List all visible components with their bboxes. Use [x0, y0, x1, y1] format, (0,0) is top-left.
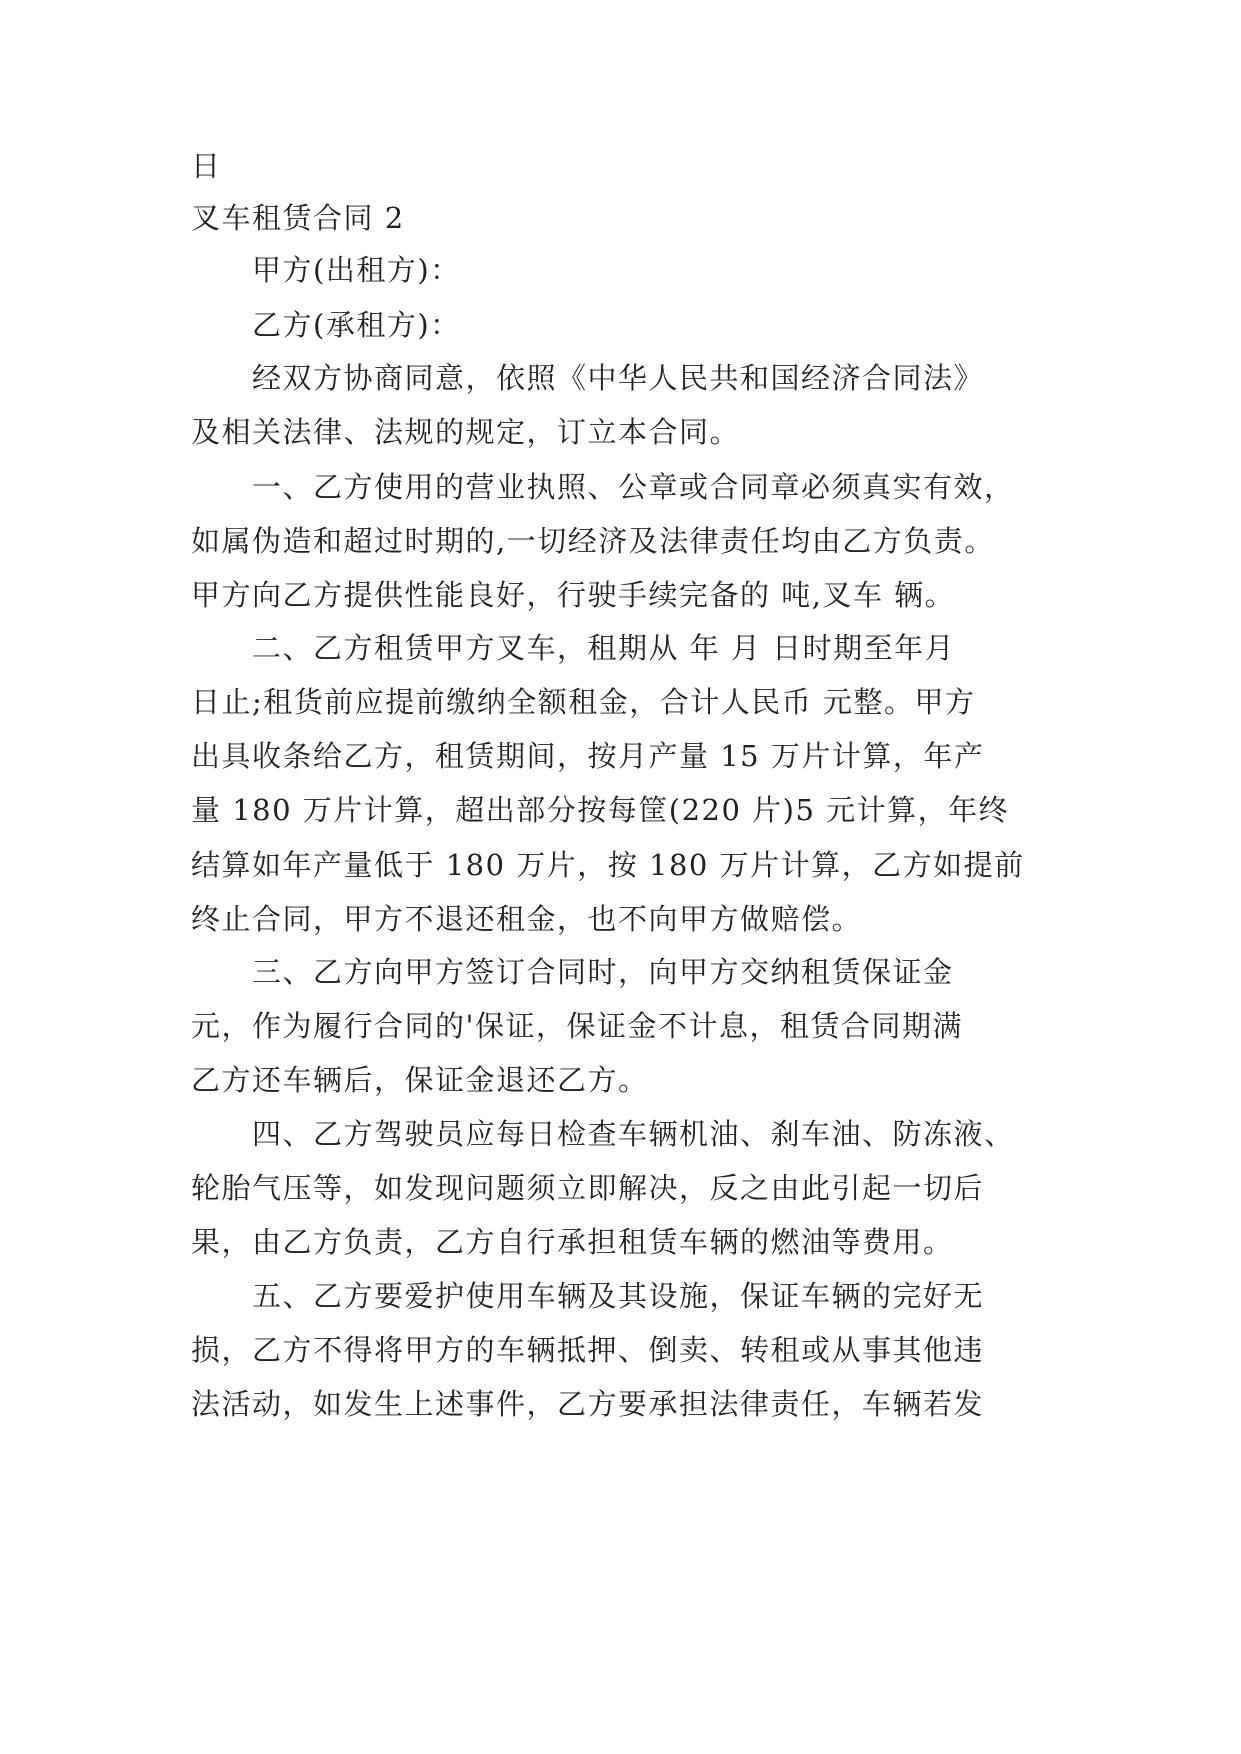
clause-2-line: 终止合同，甲方不退还租金，也不向甲方做赔偿。	[191, 902, 863, 936]
party-a-line: 甲方(出租方)：	[252, 253, 461, 287]
clause-4-line: 轮胎气压等，如发现问题须立即解决，反之由此引起一切后	[191, 1171, 985, 1205]
preamble-line: 经双方协商同意，依照《中华人民共和国经济合同法》	[252, 361, 985, 395]
clause-1-line: 一、乙方使用的营业执照、公章或合同章必须真实有效，	[252, 470, 1015, 504]
party-b-line: 乙方(承租方)：	[252, 308, 461, 342]
clause-2-line: 出具收条给乙方，租赁期间，按月产量 15 万片计算，年产	[191, 739, 985, 773]
clause-3-line: 乙方还车辆后，保证金退还乙方。	[191, 1063, 649, 1097]
clause-3-line: 元，作为履行合同的'保证，保证金不计息，租赁合同期满	[191, 1009, 963, 1043]
clause-1-line: 甲方向乙方提供性能良好，行驶手续完备的 吨,叉车 辆。	[191, 578, 956, 612]
clause-2-line: 结算如年产量低于 180 万片，按 180 万片计算，乙方如提前	[191, 848, 1025, 882]
clause-2-line: 量 180 万片计算，超出部分按每筐(220 片)5 元计算，年终	[191, 793, 1010, 827]
clause-5-line: 法活动，如发生上述事件，乙方要承担法律责任，车辆若发	[191, 1387, 985, 1421]
contract-title: 叉车租赁合同 2	[191, 201, 405, 235]
clause-3-line: 三、乙方向甲方签订合同时，向甲方交纳租赁保证金	[252, 955, 954, 989]
clause-2-line: 二、乙方租赁甲方叉车，租期从 年 月 日时期至年月	[252, 631, 956, 665]
clause-4-line: 果，由乙方负责，乙方自行承担租赁车辆的燃油等费用。	[191, 1225, 954, 1259]
clause-1-line: 如属伪造和超过时期的,一切经济及法律责任均由乙方负责。	[191, 524, 995, 558]
date-fragment: 日	[191, 149, 222, 183]
clause-5-line: 损，乙方不得将甲方的车辆抵押、倒卖、转租或从事其他违	[191, 1333, 985, 1367]
clause-4-line: 四、乙方驾驶员应每日检查车辆机油、刹车油、防冻液、	[252, 1117, 1015, 1151]
clause-5-line: 五、乙方要爱护使用车辆及其设施，保证车辆的完好无	[252, 1279, 985, 1313]
clause-2-line: 日止;租货前应提前缴纳全额租金，合计人民币 元整。甲方	[191, 685, 976, 719]
preamble-line: 及相关法律、法规的规定，订立本合同。	[191, 415, 741, 449]
